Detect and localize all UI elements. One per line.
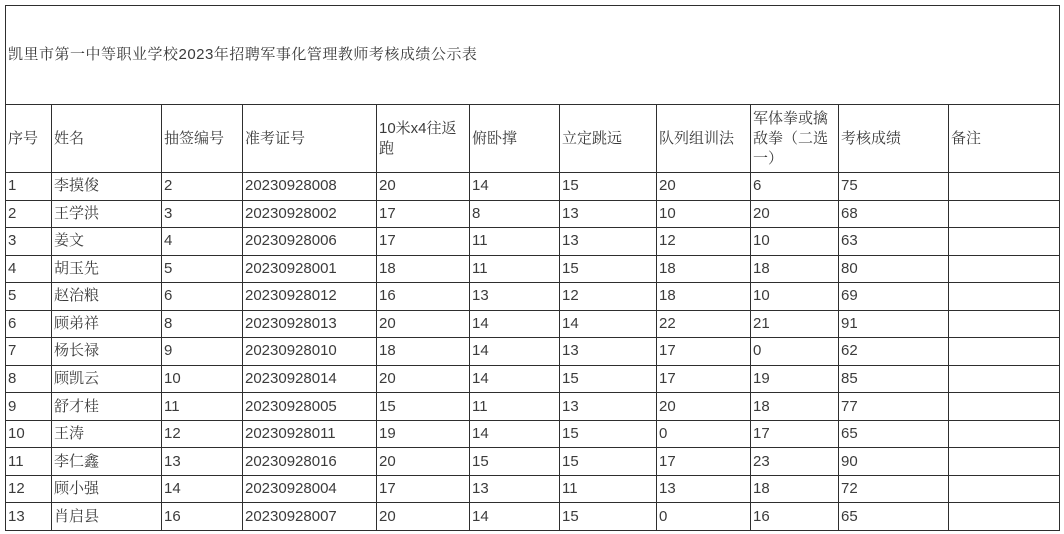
- table-cell: 15: [560, 420, 657, 448]
- table-cell: 3: [162, 200, 243, 228]
- table-cell: 12: [657, 228, 751, 256]
- table-cell: 72: [839, 475, 949, 503]
- table-cell: 13: [470, 283, 560, 311]
- table-cell: 11: [470, 228, 560, 256]
- table-cell: 20230928011: [243, 420, 377, 448]
- table-cell: [949, 255, 1060, 283]
- table-row: [6, 283, 1060, 311]
- table-cell: 20: [377, 310, 470, 338]
- table-cell: 19: [751, 365, 839, 393]
- table-cell: 2: [6, 200, 52, 228]
- table-cell: [949, 365, 1060, 393]
- table-cell: 65: [839, 420, 949, 448]
- table-cell: 77: [839, 393, 949, 421]
- table-cell: 19: [377, 420, 470, 448]
- table-cell: 10: [162, 365, 243, 393]
- table-cell: 12: [560, 283, 657, 311]
- table-cell: 4: [6, 255, 52, 283]
- table-row: [6, 365, 1060, 393]
- table-cell: [949, 283, 1060, 311]
- table-cell: 14: [470, 420, 560, 448]
- table-cell: 15: [560, 503, 657, 531]
- table-cell: 20: [377, 173, 470, 201]
- table-row: [6, 255, 1060, 283]
- table-cell: 8: [470, 200, 560, 228]
- table-cell: 8: [162, 310, 243, 338]
- table-cell: [949, 503, 1060, 531]
- table-cell: 62: [839, 338, 949, 366]
- table-cell: 20: [657, 393, 751, 421]
- column-header-6: 立定跳远: [560, 105, 657, 173]
- table-cell: 16: [751, 503, 839, 531]
- table-cell: 18: [657, 283, 751, 311]
- table-cell: 姜文: [52, 228, 162, 256]
- header-row: [6, 105, 1060, 173]
- table-cell: 9: [6, 393, 52, 421]
- table-cell: 胡玉先: [52, 255, 162, 283]
- table-cell: 13: [560, 228, 657, 256]
- table-cell: 14: [470, 338, 560, 366]
- table-cell: 20230928001: [243, 255, 377, 283]
- table-cell: 16: [377, 283, 470, 311]
- table-cell: 李仁鑫: [52, 448, 162, 476]
- table-row: [6, 228, 1060, 256]
- table-cell: 9: [162, 338, 243, 366]
- table-cell: 0: [657, 503, 751, 531]
- table-cell: 20230928012: [243, 283, 377, 311]
- table-cell: [949, 200, 1060, 228]
- table-cell: 20230928005: [243, 393, 377, 421]
- table-cell: 2: [162, 173, 243, 201]
- table-cell: [949, 393, 1060, 421]
- column-header-3: 准考证号: [243, 105, 377, 173]
- table-cell: 6: [751, 173, 839, 201]
- column-header-9: 考核成绩: [839, 105, 949, 173]
- table-cell: [949, 475, 1060, 503]
- table-cell: 15: [470, 448, 560, 476]
- table-cell: 18: [377, 338, 470, 366]
- table-cell: 65: [839, 503, 949, 531]
- table-cell: 5: [6, 283, 52, 311]
- table-cell: [949, 173, 1060, 201]
- table-cell: 17: [657, 338, 751, 366]
- table-cell: 20230928014: [243, 365, 377, 393]
- table-cell: 王涛: [52, 420, 162, 448]
- table-cell: 11: [6, 448, 52, 476]
- score-table: [5, 5, 1060, 531]
- table-cell: 17: [657, 365, 751, 393]
- table-cell: 4: [162, 228, 243, 256]
- table-cell: 68: [839, 200, 949, 228]
- table-cell: 20230928002: [243, 200, 377, 228]
- table-cell: 17: [377, 228, 470, 256]
- table-cell: 5: [162, 255, 243, 283]
- table-cell: 0: [657, 420, 751, 448]
- table-cell: 12: [162, 420, 243, 448]
- table-cell: 20230928007: [243, 503, 377, 531]
- column-header-7: 队列组训法: [657, 105, 751, 173]
- table-cell: 10: [657, 200, 751, 228]
- table-cell: 20230928006: [243, 228, 377, 256]
- table-cell: 16: [162, 503, 243, 531]
- table-cell: 10: [751, 228, 839, 256]
- table-cell: 20230928016: [243, 448, 377, 476]
- table-row: [6, 503, 1060, 531]
- table-cell: 11: [470, 393, 560, 421]
- table-cell: 18: [751, 255, 839, 283]
- table-cell: 顾小强: [52, 475, 162, 503]
- table-cell: 80: [839, 255, 949, 283]
- table-cell: 20: [377, 365, 470, 393]
- table-cell: 14: [560, 310, 657, 338]
- table-cell: 13: [560, 200, 657, 228]
- table-cell: [949, 448, 1060, 476]
- table-row: [6, 420, 1060, 448]
- table-cell: 7: [6, 338, 52, 366]
- table-cell: 8: [6, 365, 52, 393]
- table-cell: 15: [560, 448, 657, 476]
- table-row: [6, 448, 1060, 476]
- table-cell: 17: [751, 420, 839, 448]
- column-header-8: 军体拳或擒敌拳（二选一）: [751, 105, 839, 173]
- table-cell: 11: [560, 475, 657, 503]
- table-cell: 18: [751, 475, 839, 503]
- page-title: 凯里市第一中等职业学校2023年招聘军事化管理教师考核成绩公示表: [6, 6, 1060, 105]
- table-cell: 13: [560, 338, 657, 366]
- table-cell: 20: [377, 448, 470, 476]
- table-cell: 王学洪: [52, 200, 162, 228]
- table-cell: 21: [751, 310, 839, 338]
- table-cell: 17: [377, 200, 470, 228]
- table-cell: 0: [751, 338, 839, 366]
- table-cell: 90: [839, 448, 949, 476]
- table-cell: 肖启县: [52, 503, 162, 531]
- table-cell: 10: [751, 283, 839, 311]
- table-cell: 13: [6, 503, 52, 531]
- table-cell: 20230928008: [243, 173, 377, 201]
- column-header-2: 抽签编号: [162, 105, 243, 173]
- table-cell: [949, 310, 1060, 338]
- table-cell: 20: [657, 173, 751, 201]
- column-header-1: 姓名: [52, 105, 162, 173]
- table-cell: 63: [839, 228, 949, 256]
- table-cell: 15: [377, 393, 470, 421]
- table-cell: 20: [377, 503, 470, 531]
- table-cell: 6: [6, 310, 52, 338]
- column-header-5: 俯卧撑: [470, 105, 560, 173]
- table-row: [6, 338, 1060, 366]
- table-row: [6, 173, 1060, 201]
- table-cell: 15: [560, 173, 657, 201]
- table-cell: 3: [6, 228, 52, 256]
- table-cell: 13: [162, 448, 243, 476]
- table-cell: 14: [470, 173, 560, 201]
- table-cell: 李摸俊: [52, 173, 162, 201]
- table-cell: 14: [470, 310, 560, 338]
- table-cell: 10: [6, 420, 52, 448]
- table-cell: 14: [470, 365, 560, 393]
- table-cell: 69: [839, 283, 949, 311]
- table-cell: 17: [377, 475, 470, 503]
- table-cell: 杨长禄: [52, 338, 162, 366]
- table-cell: 23: [751, 448, 839, 476]
- table-cell: 13: [657, 475, 751, 503]
- table-cell: 15: [560, 255, 657, 283]
- table-cell: 舒才桂: [52, 393, 162, 421]
- table-cell: 17: [657, 448, 751, 476]
- table-cell: 91: [839, 310, 949, 338]
- table-cell: 20230928004: [243, 475, 377, 503]
- table-cell: 顾弟祥: [52, 310, 162, 338]
- table-cell: 20230928013: [243, 310, 377, 338]
- table-cell: 18: [377, 255, 470, 283]
- table-cell: 75: [839, 173, 949, 201]
- table-row: [6, 393, 1060, 421]
- table-row: [6, 310, 1060, 338]
- table-cell: 11: [470, 255, 560, 283]
- table-cell: 12: [6, 475, 52, 503]
- title-row: [6, 6, 1060, 105]
- table-cell: [949, 338, 1060, 366]
- table-cell: 22: [657, 310, 751, 338]
- table-cell: 20: [751, 200, 839, 228]
- column-header-10: 备注: [949, 105, 1060, 173]
- table-cell: 15: [560, 365, 657, 393]
- table-cell: 14: [162, 475, 243, 503]
- column-header-0: 序号: [6, 105, 52, 173]
- table-cell: 11: [162, 393, 243, 421]
- table-row: [6, 475, 1060, 503]
- table-cell: 6: [162, 283, 243, 311]
- table-cell: 13: [560, 393, 657, 421]
- table-cell: 18: [657, 255, 751, 283]
- table-cell: 1: [6, 173, 52, 201]
- table-cell: 14: [470, 503, 560, 531]
- table-cell: 18: [751, 393, 839, 421]
- table-cell: 20230928010: [243, 338, 377, 366]
- table-row: [6, 200, 1060, 228]
- table-cell: [949, 420, 1060, 448]
- table-cell: 85: [839, 365, 949, 393]
- column-header-4: 10米x4往返跑: [377, 105, 470, 173]
- table-cell: [949, 228, 1060, 256]
- table-cell: 赵治粮: [52, 283, 162, 311]
- table-cell: 顾凯云: [52, 365, 162, 393]
- table-cell: 13: [470, 475, 560, 503]
